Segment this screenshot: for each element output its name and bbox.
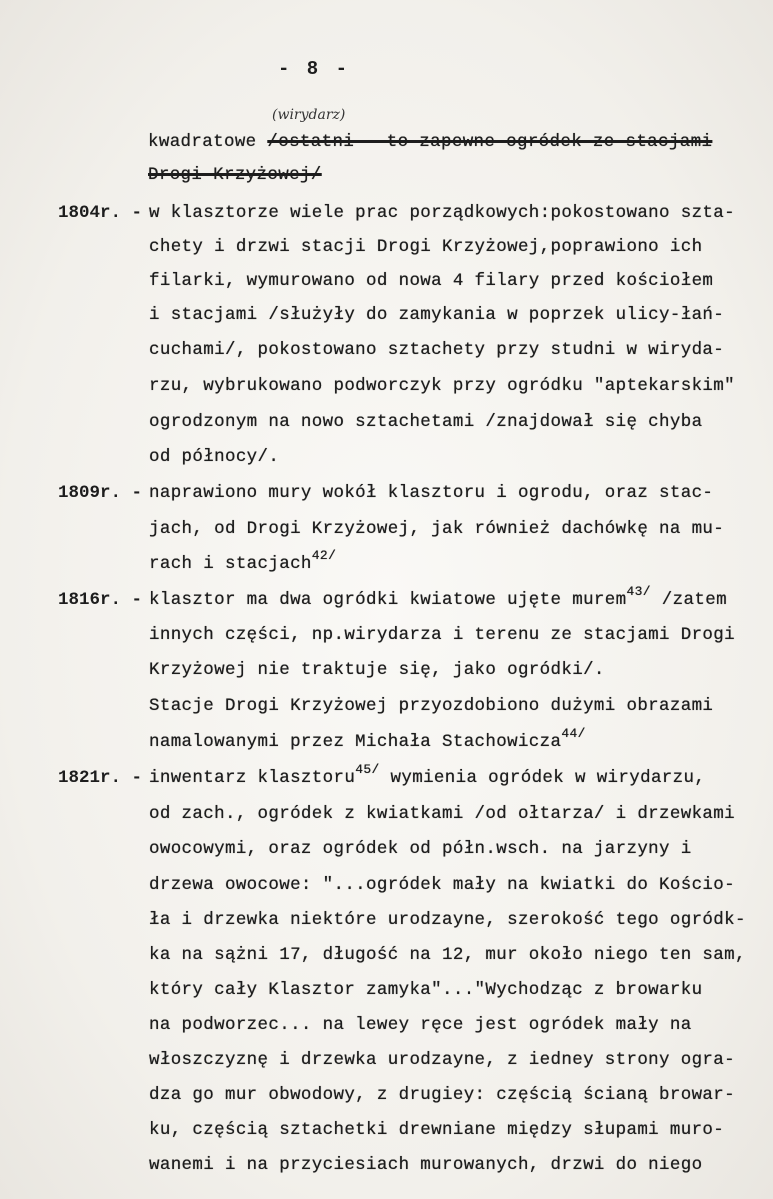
text-line: inwentarz klasztoru$^{45/}$ wymienia ogródek w wirydarzu, [149, 762, 706, 788]
text-line: który cały Klasztor zamyka"..."Wychodząc z browarku [149, 980, 703, 1000]
handwritten-note: (wirydarz) [272, 107, 346, 123]
text-line: rzu, wybrukowano podworczyk przy ogródku "aptekarskim" [149, 376, 735, 396]
text-line: w klasztorze wiele prac porządkowych:pokostowano szta- [149, 203, 735, 223]
page-number: - 8 - [278, 58, 351, 80]
text-line: od zach., ogródek z kwiatkami /od ołtarza/ i drzewkami [149, 804, 735, 824]
text-line: na podworzec... na lewey ręce jest ogródek mały na [149, 1015, 692, 1035]
text-line: od północy/. [149, 447, 280, 467]
text-line: ła i drzewka niektóre urodzayne, szerokość tego ogródk- [149, 910, 746, 930]
text-line: ku, częścią sztachetki drewniane między słupami muro- [149, 1120, 725, 1140]
text-line: Drogi Krzyżowej/ [148, 165, 322, 185]
year-label: 1809r. - [58, 483, 143, 503]
footnote-ref: 42/ [311, 548, 337, 563]
text-line: włoszczyznę i drzewka urodzayne, z iedney strony ogra- [149, 1050, 735, 1070]
text-line: dza go mur obwodowy, z drugiey: częścią ścianą browar- [149, 1085, 735, 1105]
year-label: 1821r. - [58, 768, 143, 788]
text-line: Krzyżowej nie traktuje się, jako ogródki/. [149, 660, 605, 680]
text-line: innych części, np.wirydarza i terenu ze stacjami Drogi [149, 625, 735, 645]
text-line: kwadratowe /ostatni - to zapewne ogródek ze stacjami [148, 132, 713, 152]
text-line: chety i drzwi stacji Drogi Krzyżowej,poprawiono ich [149, 237, 703, 257]
text-line: wanemi i na przyciesiach murowanych, drzwi do niego [149, 1155, 703, 1175]
text-line: rach i stacjach$^{42/}$ [149, 548, 337, 574]
text-line: klasztor ma dwa ogródki kwiatowe ujęte murem$^{43/}$ /zatem [149, 584, 727, 610]
text-line: i stacjami /służyły do zamykania w poprzek ulicy-łań- [149, 305, 725, 325]
text-line: Stacje Drogi Krzyżowej przyozdobiono dużymi obrazami [149, 696, 714, 716]
text-line: jach, od Drogi Krzyżowej, jak również dachówkę na mu- [149, 519, 725, 539]
year-label: 1816r. - [58, 590, 143, 610]
text-line: ogrodzonym na nowo sztachetami /znajdował się chyba [149, 412, 703, 432]
text-line: cuchami/, pokostowano sztachety przy studni w wiryda- [149, 340, 725, 360]
text-line: ka na sążni 17, długość na 12, mur około niego ten sam, [149, 945, 746, 965]
footnote-ref: 43/ [626, 584, 651, 599]
text-line: filarki, wymurowano od nowa 4 filary przed kościołem [149, 271, 714, 291]
text-line: namalowanymi przez Michała Stachowicza$^{44/}$ [149, 726, 586, 752]
footnote-ref: 45/ [355, 762, 380, 777]
year-label: 1804r. - [58, 203, 143, 223]
text-line: naprawiono mury wokół klasztoru i ogrodu, oraz stac- [149, 483, 714, 503]
text-line: drzewa owocowe: "...ogródek mały na kwiatki do Kościo- [149, 875, 735, 895]
text-line: owocowymi, oraz ogródek od półn.wsch. na jarzyny i [149, 839, 692, 859]
footnote-ref: 44/ [561, 726, 586, 741]
